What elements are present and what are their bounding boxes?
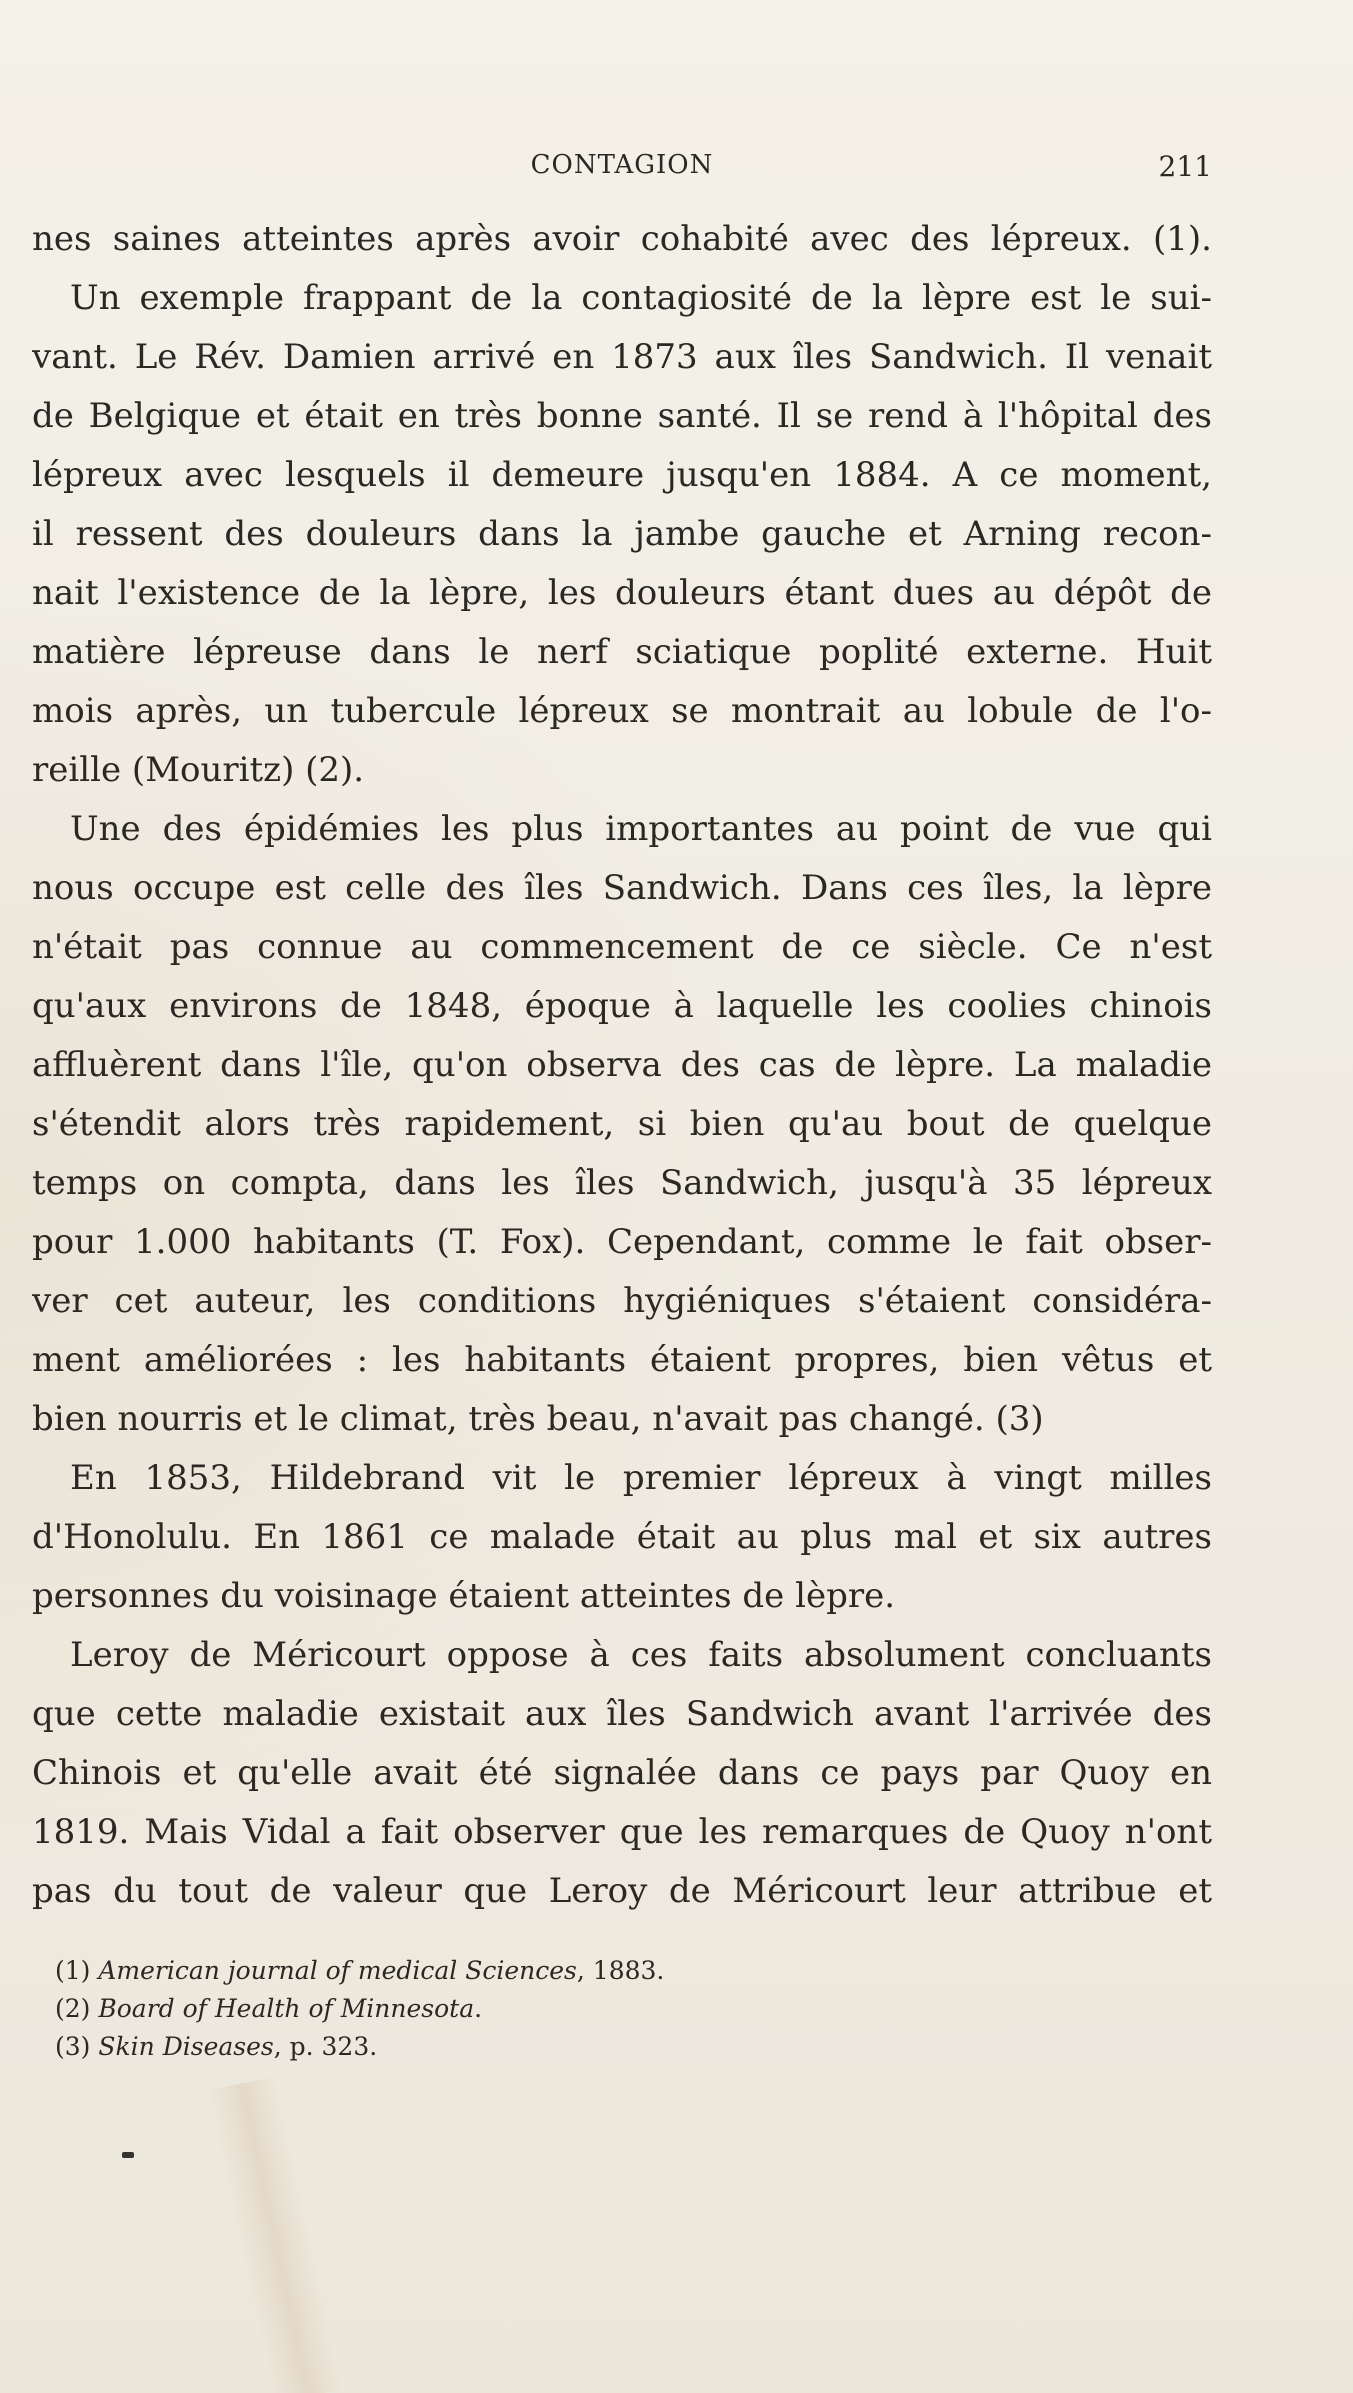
body-text (32, 210, 1212, 1921)
footnote (55, 2028, 1155, 2066)
text-line: de Belgique et était en très bonne santé. Il se rend à l'hôpital des (32, 396, 1212, 436)
text-line: temps on compta, dans les îles Sandwich, jusqu'à 35 lépreux (32, 1163, 1212, 1203)
running-head-title: CONTAGION (530, 150, 714, 180)
text-line: matière lépreuse dans le nerf sciatique poplité externe. Huit (32, 632, 1212, 672)
page-stain (207, 2076, 342, 2393)
footnotes (55, 1952, 1155, 2066)
text-line: 1819. Mais Vidal a fait observer que les remarques de Quoy n'ont (32, 1812, 1212, 1852)
text-line: bien nourris et le climat, très beau, n'avait pas changé. (3) (32, 1399, 1044, 1439)
footnote-title: American journal of medical Sciences (98, 1956, 577, 1985)
footnote-rest: . (474, 1994, 483, 2023)
footnote-rest: , p. 323. (273, 2032, 378, 2061)
text-line: Leroy de Méricourt oppose à ces faits absolument concluants (70, 1635, 1212, 1675)
text-line: qu'aux environs de 1848, époque à laquelle les coolies chinois (32, 986, 1212, 1026)
footnote-number: (1) (55, 1956, 91, 1985)
running-head (32, 150, 1212, 192)
text-line: En 1853, Hildebrand vit le premier lépreux à vingt milles (70, 1458, 1212, 1498)
text-line: reille (Mouritz) (2). (32, 750, 365, 790)
text-line: personnes du voisinage étaient atteintes de lèpre. (32, 1576, 896, 1616)
footnote-title: Skin Diseases (98, 2032, 274, 2061)
text-line: s'étendit alors très rapidement, si bien qu'au bout de quelque (32, 1104, 1212, 1144)
footnote (55, 1990, 1155, 2028)
text-line: Un exemple frappant de la contagiosité de la lèpre est le sui- (70, 278, 1212, 318)
text-line: nes saines atteintes après avoir cohabité avec des lépreux. (1). (32, 219, 1212, 259)
text-line: affluèrent dans l'île, qu'on observa des cas de lèpre. La maladie (32, 1045, 1212, 1085)
text-line: n'était pas connue au commencement de ce siècle. Ce n'est (32, 927, 1212, 967)
text-line: d'Honolulu. En 1861 ce malade était au plus mal et six autres (32, 1517, 1212, 1557)
footnote (55, 1952, 1155, 1990)
text-line: nous occupe est celle des îles Sandwich. Dans ces îles, la lèpre (32, 868, 1212, 908)
text-line: mois après, un tubercule lépreux se montrait au lobule de l'o- (32, 691, 1212, 731)
text-line: pour 1.000 habitants (T. Fox). Cependant, comme le fait obser- (32, 1222, 1212, 1262)
page-number: 211 (1158, 150, 1212, 183)
text-line: pas du tout de valeur que Leroy de Méricourt leur attribue et (32, 1871, 1212, 1911)
footnote-number: (3) (55, 2032, 91, 2061)
text-line: il ressent des douleurs dans la jambe gauche et Arning recon- (32, 514, 1212, 554)
text-line: vant. Le Rév. Damien arrivé en 1873 aux îles Sandwich. Il venait (32, 337, 1212, 377)
text-line: nait l'existence de la lèpre, les douleurs étant dues au dépôt de (32, 573, 1212, 613)
text-line: ver cet auteur, les conditions hygiéniques s'étaient considéra- (32, 1281, 1212, 1321)
text-line: ment améliorées : les habitants étaient propres, bien vêtus et (32, 1340, 1212, 1380)
footnote-rest: , 1883. (576, 1956, 665, 1985)
text-line: Chinois et qu'elle avait été signalée dans ce pays par Quoy en (32, 1753, 1212, 1793)
footnote-title: Board of Health of Minnesota (98, 1994, 475, 2023)
text-line: que cette maladie existait aux îles Sandwich avant l'arrivée des (32, 1694, 1212, 1734)
ink-mark (122, 2152, 134, 2158)
text-line: Une des épidémies les plus importantes au point de vue qui (70, 809, 1212, 849)
footnote-number: (2) (55, 1994, 91, 2023)
text-line: lépreux avec lesquels il demeure jusqu'en 1884. A ce moment, (32, 455, 1212, 495)
